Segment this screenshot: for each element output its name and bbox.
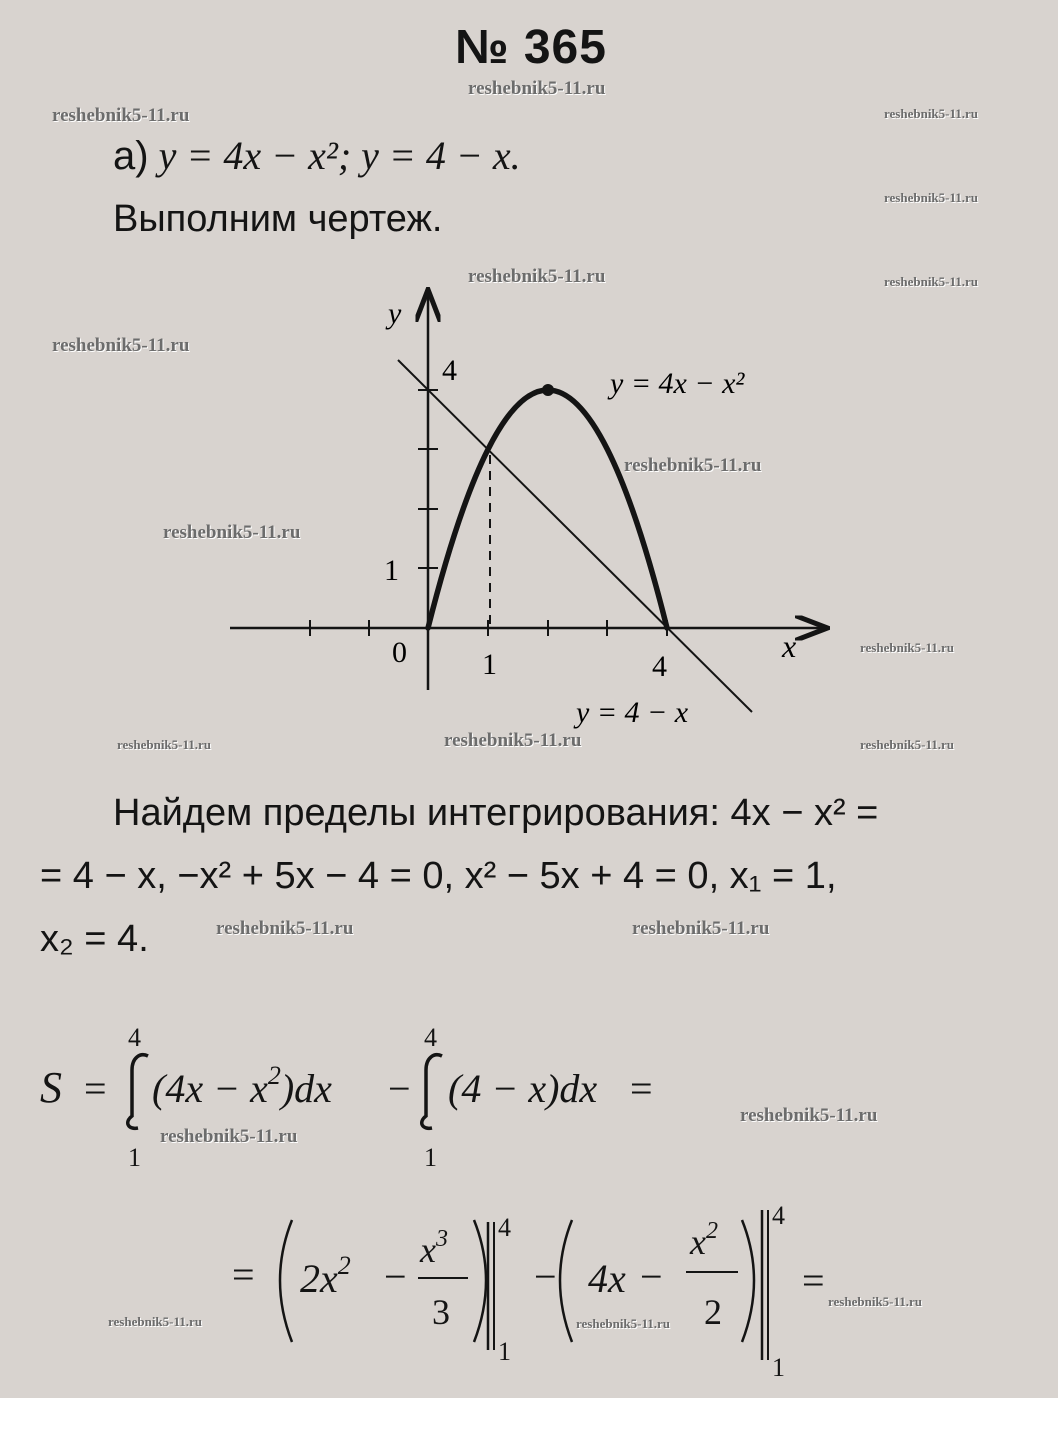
x-axis-label: x (782, 628, 797, 664)
limits-text-line-2: = 4 − x, −x² + 5x − 4 = 0, x² − 5x + 4 = 0, x₁ = 1, (40, 855, 837, 897)
watermark: reshebnik5-11.ru (632, 918, 770, 939)
integral-sign-2 (422, 1055, 442, 1129)
y-tick-label-1: 1 (384, 554, 399, 587)
eval-1-upper: 4 (498, 1213, 511, 1242)
integrand-1: $(4x - x^2)dx$ (152, 1061, 332, 1111)
x-tick-label-1: 1 (482, 648, 497, 681)
paren-right-2 (742, 1220, 754, 1342)
watermark: reshebnik5-11.ru (163, 522, 301, 543)
watermark: reshebnik5-11.ru (216, 918, 354, 939)
paren-left-1 (280, 1220, 292, 1342)
y-tick-label-4: 4 (442, 354, 457, 387)
watermark: reshebnik5-11.ru (160, 1126, 298, 1147)
origin-label: 0 (392, 636, 407, 669)
watermark: reshebnik5-11.ru (860, 737, 955, 752)
line-4-minus-x (398, 360, 752, 712)
svg-text:=: = (232, 1252, 255, 1297)
watermark: reshebnik5-11.ru (884, 106, 979, 121)
limits-text-line-1: Найдем пределы интегрирования: 4x − x² = (113, 792, 879, 834)
watermark: reshebnik5-11.ru (860, 640, 955, 655)
problem-number: № 365 (455, 21, 607, 74)
svg-text:=: = (630, 1066, 653, 1111)
svg-text:−: − (388, 1066, 411, 1111)
watermark: reshebnik5-11.ru (468, 78, 606, 99)
fraction-1-numerator: $x^3$ (420, 1226, 448, 1270)
watermark: reshebnik5-11.ru (117, 737, 212, 752)
fraction-1-denominator: 3 (432, 1292, 450, 1332)
eval-2-lower: 1 (772, 1353, 785, 1382)
watermark: reshebnik5-11.ru (52, 335, 190, 356)
watermark: reshebnik5-11.ru (468, 266, 606, 287)
fraction-2-numerator: $x^2$ (690, 1218, 718, 1262)
integral-1-lower: 1 (128, 1143, 141, 1172)
watermark: reshebnik5-11.ru (740, 1105, 878, 1126)
svg-text:−: − (534, 1254, 557, 1299)
paren-left-2 (560, 1220, 572, 1342)
watermark: reshebnik5-11.ru (828, 1294, 923, 1309)
x-tick-label-4: 4 (652, 650, 667, 683)
eval-2-upper: 4 (772, 1201, 785, 1230)
integral-2-lower: 1 (424, 1143, 437, 1172)
paren-right-1 (474, 1220, 486, 1342)
watermark: reshebnik5-11.ru (52, 105, 190, 126)
s-symbol: S (40, 1063, 62, 1112)
integral-sign-1 (128, 1055, 148, 1129)
watermark: reshebnik5-11.ru (444, 730, 582, 751)
fraction-2-denominator: 2 (704, 1292, 722, 1332)
svg-text:=: = (84, 1066, 107, 1111)
line-label: y = 4 − x (576, 696, 689, 729)
eval-1-lower: 1 (498, 1337, 511, 1366)
watermark: reshebnik5-11.ru (576, 1316, 671, 1331)
watermark: reshebnik5-11.ru (884, 274, 979, 289)
watermark: reshebnik5-11.ru (108, 1314, 203, 1329)
parabola-vertex-point (542, 384, 554, 396)
svg-text:=: = (802, 1258, 825, 1303)
area-formula (0, 1010, 1058, 1390)
integral-1-upper: 4 (128, 1023, 141, 1052)
parabola-label: y = 4x − x² (610, 367, 745, 400)
watermark: reshebnik5-11.ru (884, 190, 979, 205)
antiderivative-2: 4x (588, 1256, 626, 1301)
integrand-2: (4 − x)dx (448, 1066, 598, 1111)
limits-text-line-3: x₂ = 4. (40, 918, 149, 960)
part-a-label: а) (113, 134, 149, 178)
svg-text:−: − (640, 1254, 663, 1299)
equations: y = 4x − x²; y = 4 − x. (158, 133, 521, 178)
y-axis-label: y (388, 297, 402, 330)
integral-2-upper: 4 (424, 1023, 437, 1052)
instruction-text: Выполним чертеж. (113, 198, 443, 240)
antiderivative-1: $2x^2$ (300, 1251, 351, 1301)
svg-text:−: − (384, 1254, 407, 1299)
watermark: reshebnik5-11.ru (624, 455, 762, 476)
